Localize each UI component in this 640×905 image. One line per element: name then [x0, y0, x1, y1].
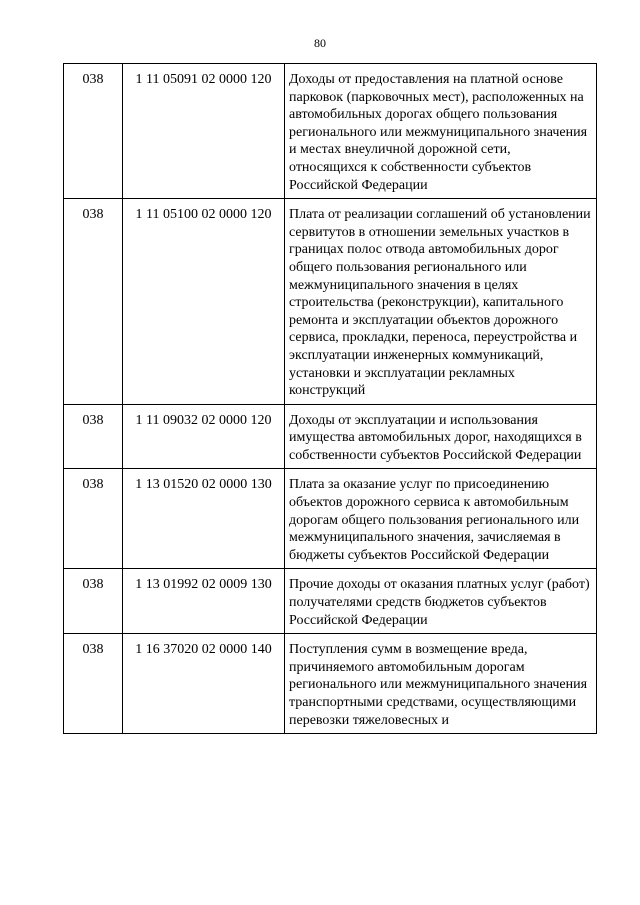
table-row	[64, 634, 597, 734]
table-row	[64, 64, 597, 199]
table-row	[64, 469, 597, 569]
administrator-code-cell: 038	[64, 199, 123, 405]
revenue-code-cell: 1 11 05100 02 0000 120	[123, 199, 285, 405]
revenue-code-cell: 1 11 09032 02 0000 120	[123, 404, 285, 469]
revenue-classification-table	[63, 63, 597, 734]
revenue-name-cell: Прочие доходы от оказания платных услуг (работ) получателями средств бюджетов субъектов Российской Федерации	[285, 569, 597, 634]
administrator-code-cell: 038	[64, 469, 123, 569]
revenue-code-cell: 1 16 37020 02 0000 140	[123, 634, 285, 734]
revenue-name-cell: Плата от реализации соглашений об установлении сервитутов в отношении земельных участков в границах полос отвода автомобильных дорог общего пользования регионального или межмуниципального значения в целях строительства (реконструкции), капитального ремонта и эксплуатации объектов дорожного сервиса, прокладки, переноса, переустройства и эксплуатации инженерных коммуникаций, установки и эксплуатации рекламных конструкций	[285, 199, 597, 405]
table-row	[64, 404, 597, 469]
revenue-code-cell: 1 13 01992 02 0009 130	[123, 569, 285, 634]
page-number: 80	[314, 36, 326, 50]
administrator-code-cell: 038	[64, 569, 123, 634]
revenue-code-cell: 1 11 05091 02 0000 120	[123, 64, 285, 199]
administrator-code-cell: 038	[64, 634, 123, 734]
revenue-name-cell: Поступления сумм в возмещение вреда, причиняемого автомобильным дорогам регионального или межмуниципального значения транспортными средствами, осуществляющими перевозки тяжеловесных и	[285, 634, 597, 734]
revenue-code-cell: 1 13 01520 02 0000 130	[123, 469, 285, 569]
revenue-name-cell: Плата за оказание услуг по присоединению объектов дорожного сервиса к автомобильным дорогам общего пользования регионального или межмуниципального значения, зачисляемая в бюджеты субъектов Российской Федерации	[285, 469, 597, 569]
table-row	[64, 569, 597, 634]
administrator-code-cell: 038	[64, 64, 123, 199]
revenue-name-cell: Доходы от предоставления на платной основе парковок (парковочных мест), расположенных на автомобильных дорогах общего пользования регионального или межмуниципального значения и местах внеуличной дорожной сети, относящихся к собственности субъектов Российской Федерации	[285, 64, 597, 199]
table-row	[64, 199, 597, 405]
administrator-code-cell: 038	[64, 404, 123, 469]
revenue-name-cell: Доходы от эксплуатации и использования имущества автомобильных дорог, находящихся в собственности субъектов Российской Федерации	[285, 404, 597, 469]
